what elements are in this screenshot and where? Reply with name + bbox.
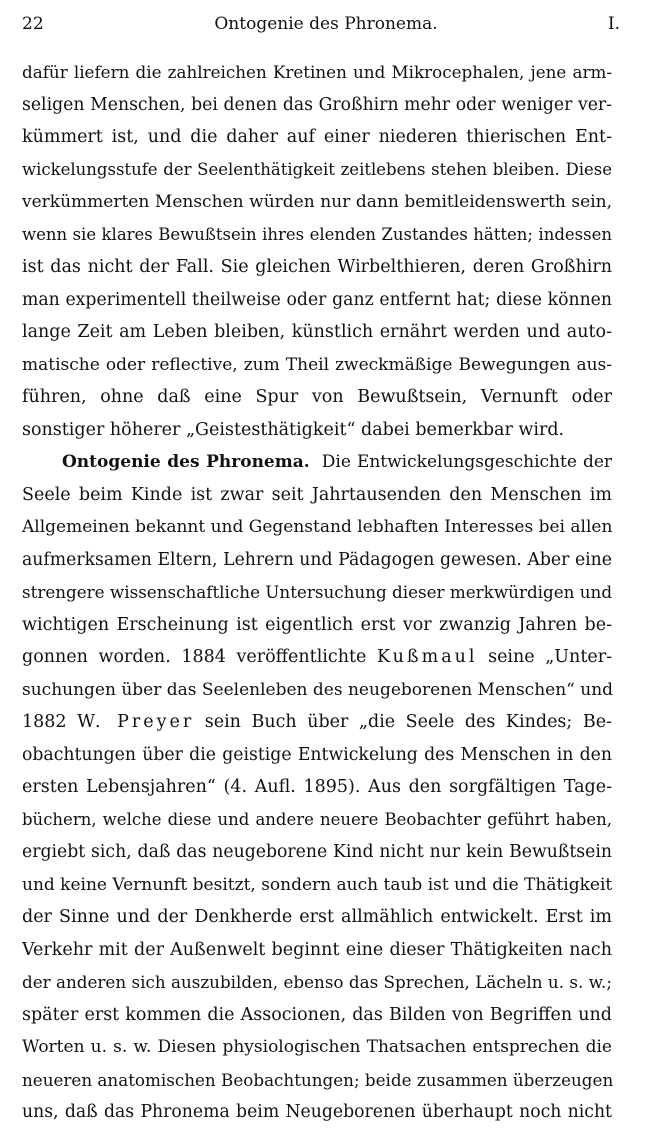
text-line: und keine Vernunft besitzt, sondern auch taub ist und die Thätigkeit: [22, 874, 613, 895]
text-span: Die Entwickelungsgeschichte der: [321, 452, 613, 472]
chapter-number: I.: [607, 14, 620, 34]
text-line: ergiebt sich, daß das neugeborene Kind nicht nur kein Bewußtsein: [22, 842, 612, 862]
section-heading: Ontogenie des Phronema.: [62, 452, 310, 472]
text-line: der anderen sich auszubilden, ebenso das Sprechen, Lächeln u. s. w.;: [22, 972, 612, 992]
text-span: 1882: [22, 712, 67, 732]
text-line: wichtigen Erscheinung ist eigentlich erst vor zwanzig Jahren be-: [22, 614, 612, 635]
text-line: strengere wissenschaftliche Untersuchung dieser merkwürdigen und: [22, 582, 613, 602]
text-line: wickelungsstufe der Seelenthätigkeit zeitlebens stehen bleiben. Diese: [22, 159, 612, 179]
author-name-kussmaul: Kußmaul: [376, 647, 478, 667]
text-line: man experimentell theilweise oder ganz entfernt hat; diese können: [22, 289, 612, 310]
page-number: 22: [22, 14, 44, 34]
text-line: [22, 706, 612, 739]
text-line: Allgemeinen bekannt und Gegenstand lebhaften Interesses bei allen: [22, 517, 613, 537]
text-line: ist das nicht der Fall. Sie gleichen Wirbelthieren, deren Großhirn: [22, 257, 612, 277]
text-line: lange Zeit am Leben bleiben, künstlich ernährt werden und auto-: [22, 322, 612, 342]
text-span: gonnen worden. 1884 veröffentlichte: [22, 647, 367, 667]
text-line: matische oder reflective, zum Theil zweckmäßige Bewegungen aus-: [22, 354, 612, 375]
text-span: seine „Unter-: [488, 647, 612, 667]
page-header: [22, 14, 630, 40]
text-line: führen, ohne daß eine Spur von Bewußtsein, Vernunft oder: [22, 387, 612, 407]
text-line: der Sinne und der Denkherde erst allmählich entwickelt. Erst im: [22, 907, 612, 927]
text-line: sonstiger höherer „Geistesthätigkeit“ dabei bemerkbar wird.: [22, 419, 565, 440]
text-line: wenn sie klares Bewußtsein ihres elenden Zustandes hätten; indessen: [22, 224, 612, 244]
text-line: uns, daß das Phronema beim Neugeborenen überhaupt noch nicht: [22, 1102, 612, 1122]
text-span: sein Buch über „die Seele des Kindes; Be-: [204, 712, 612, 732]
text-line: [22, 641, 612, 674]
author-name-preyer: W. Preyer: [77, 712, 195, 732]
text-line: suchungen über das Seelenleben des neugeborenen Menschen“ und: [22, 679, 614, 700]
running-title: Ontogenie des Phronema.: [214, 14, 438, 34]
text-line: aufmerksamen Eltern, Lehrern und Pädagogen gewesen. Aber eine: [22, 549, 612, 570]
text-line: neueren anatomischen Beobachtungen; beide zusammen überzeugen: [22, 1069, 614, 1090]
page-body: [22, 56, 612, 1129]
text-line: Worten u. s. w. Diesen physiologischen Thatsachen entsprechen die: [22, 1037, 612, 1057]
text-line: ersten Lebensjahren“ (4. Aufl. 1895). Aus den sorgfältigen Tage-: [22, 777, 612, 797]
text-line: büchern, welche diese und andere neuere Beobachter geführt haben,: [22, 809, 612, 829]
text-line: dafür liefern die zahlreichen Kretinen und Mikrocephalen, jene arm-: [22, 62, 612, 82]
section-first-line: [22, 446, 612, 479]
text-line: Seele beim Kinde ist zwar seit Jahrtausenden den Menschen im: [22, 484, 612, 505]
text-line: kümmert ist, und die daher auf einer niederen thierischen Ent-: [22, 127, 612, 147]
text-line: seligen Menschen, bei denen das Großhirn mehr oder weniger ver-: [22, 94, 612, 115]
text-line: Verkehr mit der Außenwelt beginnt eine dieser Thätigkeiten nach: [22, 939, 612, 960]
text-line: verkümmerten Menschen würden nur dann bemitleidenswerth sein,: [22, 192, 612, 212]
text-line: später erst kommen die Associonen, das Bilden von Begriffen und: [22, 1004, 612, 1025]
text-line: obachtungen über die geistige Entwickelung des Menschen in den: [22, 744, 612, 765]
